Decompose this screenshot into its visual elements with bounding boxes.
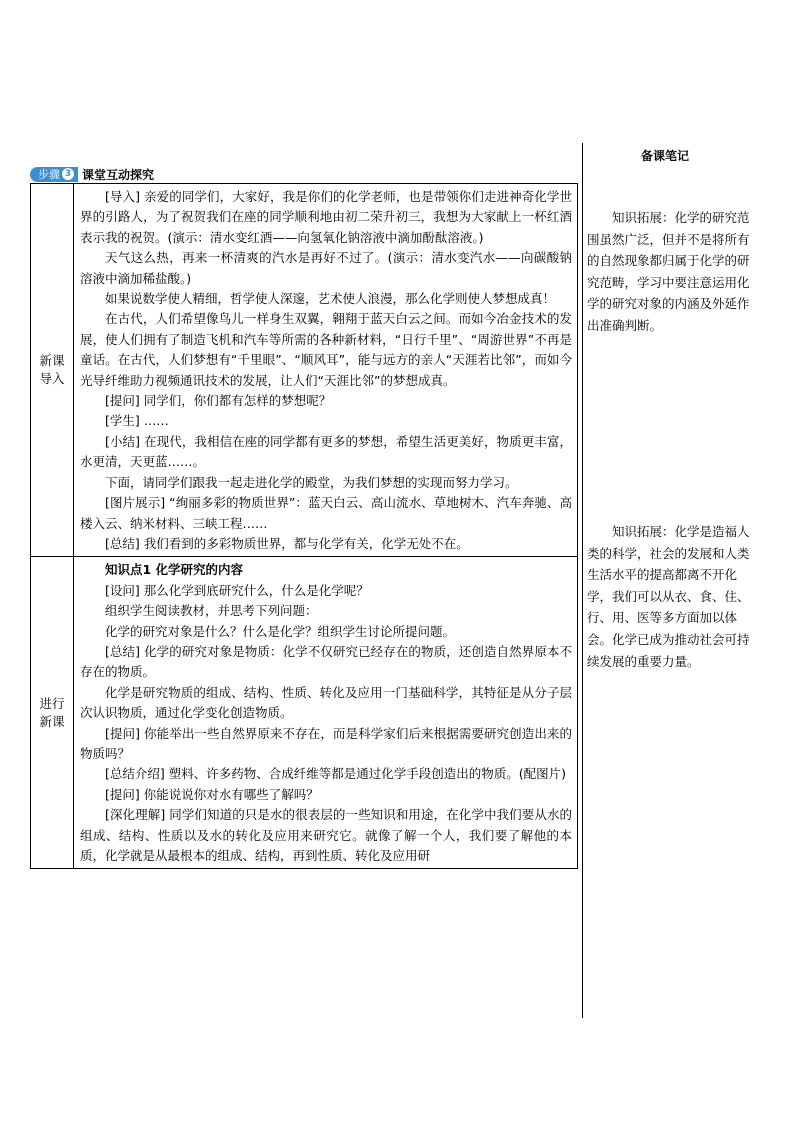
paragraph: 组织学生阅读教材，并思考下列问题： — [105, 603, 318, 619]
paragraph: [设问] 那么化学到底研究什么，什么是化学呢？ — [105, 582, 369, 598]
paragraph: [图片展示] “绚丽多彩的物质世界”：蓝天白云、高山流水、草地树木、汽车奔驰、高楼入云、纳米材料、三峡工程…… — [80, 495, 572, 531]
paragraph: 在古代，人们希望像鸟儿一样身生双翼，翱翔于蓝天白云之间。而如今冶金技术的发展，使人们拥有了制造飞机和汽车等所需的各种新材料，“日行千里”、“周游世界”不再是童话。在古代，人们梦想有“千里眼”、“顺风耳”，能与远方的亲人“天涯若比邻”，而如今光导纤维助力视频通讯技术的发展，让人们“天涯比邻”的梦想成真。 — [80, 311, 572, 388]
notes-title: 备课笔记 — [641, 149, 690, 163]
side-note-2: 知识拓展：化学是造福人类的科学，社会的发展和人类生活水平的提高都离不开化学，我们可以从衣、食、住、行、用、医等多方面加以体会。化学已成为推动社会可持续发展的重要力量。 — [587, 524, 750, 669]
section-label-text: 进行新课 — [39, 695, 65, 729]
step-badge — [30, 167, 78, 182]
step-title: 课堂互动探究 — [82, 167, 155, 182]
paragraph: [小结] 在现代，我相信在座的同学都有更多的梦想，希望生活更美好，物质更丰富，水更清，天更蓝……。 — [80, 433, 572, 470]
section-content — [74, 557, 578, 869]
paragraph: [总结] 我们看到的多彩物质世界，都与化学有关，化学无处不在。 — [105, 535, 469, 551]
lesson-table — [30, 183, 578, 869]
section-content — [74, 184, 578, 557]
section-label — [31, 184, 74, 557]
paragraph: 如果说数学使人精细，哲学使人深邃，艺术使人浪漫，那么化学则使人梦想成真！ — [105, 291, 556, 307]
paragraph: 下面，请同学们跟我一起走进化学的殿堂，为我们梦想的实现而努力学习。 — [105, 474, 518, 490]
paragraph: [提问] 你能说说你对水有哪些了解吗？ — [105, 786, 319, 802]
notes-divider-line — [582, 143, 583, 1018]
paragraph: [提问] 你能举出一些自然界原来不存在，而是科学家们后来根据需要研究创造出来的物质吗？ — [80, 725, 572, 761]
paragraph: [提问] 同学们，你们都有怎样的梦想呢？ — [105, 393, 332, 409]
paragraph: [学生] …… — [105, 413, 169, 429]
knowledge-point-heading: 知识点1 化学研究的内容 — [105, 562, 244, 578]
section-row-intro — [31, 184, 578, 557]
paragraph: 化学是研究物质的组成、结构、性质、转化及应用一门基础科学，其特征是从分子层次认识物质，通过化学变化创造物质。 — [80, 684, 572, 721]
side-note-1: 知识拓展：化学的研究范围虽然广泛，但并不是将所有的自然现象都归属于化学的研究范畴，学习中要注意运用化学的研究对象的内涵及外延作出准确判断。 — [587, 210, 750, 333]
step-header — [30, 166, 154, 182]
paragraph: 天气这么热，再来一杯清爽的汽水是再好不过了。(演示：清水变汽水——向碳酸钠溶液中滴加稀盐酸。) — [80, 250, 572, 286]
section-row-new-lesson — [31, 557, 578, 869]
paragraph: [导入] 亲爱的同学们，大家好，我是你们的化学老师，也是带领你们走进神奇化学世界的引路人，为了祝贺我们在座的同学顺利地由初二荣升初三，我想为大家献上一杯红酒表示我的祝贺。(演示：清水变红酒——向氢氧化钠溶液中滴加酚酞溶液。) — [80, 189, 572, 245]
paragraph: [总结] 化学的研究对象是物质：化学不仅研究已经存在的物质，还创造自然界原本不存在的物质。 — [80, 643, 572, 680]
step-number: 3 — [62, 168, 74, 180]
paragraph: [总结介绍] 塑料、许多药物、合成纤维等都是通过化学手段创造出的物质。(配图片) — [105, 766, 566, 782]
step-badge-label: 步骤 — [38, 167, 60, 181]
section-label — [31, 557, 74, 869]
paragraph: 化学的研究对象是什么？什么是化学？组织学生讨论所提问题。 — [105, 623, 456, 639]
paragraph: [深化理解] 同学们知道的只是水的很表层的一些知识和用途，在化学中我们要从水的组成、结构、性质以及水的转化及应用来研究它。就像了解一个人，我们要了解他的本质，化学就是从最根本的组成、结构，再到性质、转化及应用研 — [80, 807, 572, 863]
section-label-text: 新课导入 — [39, 353, 65, 387]
